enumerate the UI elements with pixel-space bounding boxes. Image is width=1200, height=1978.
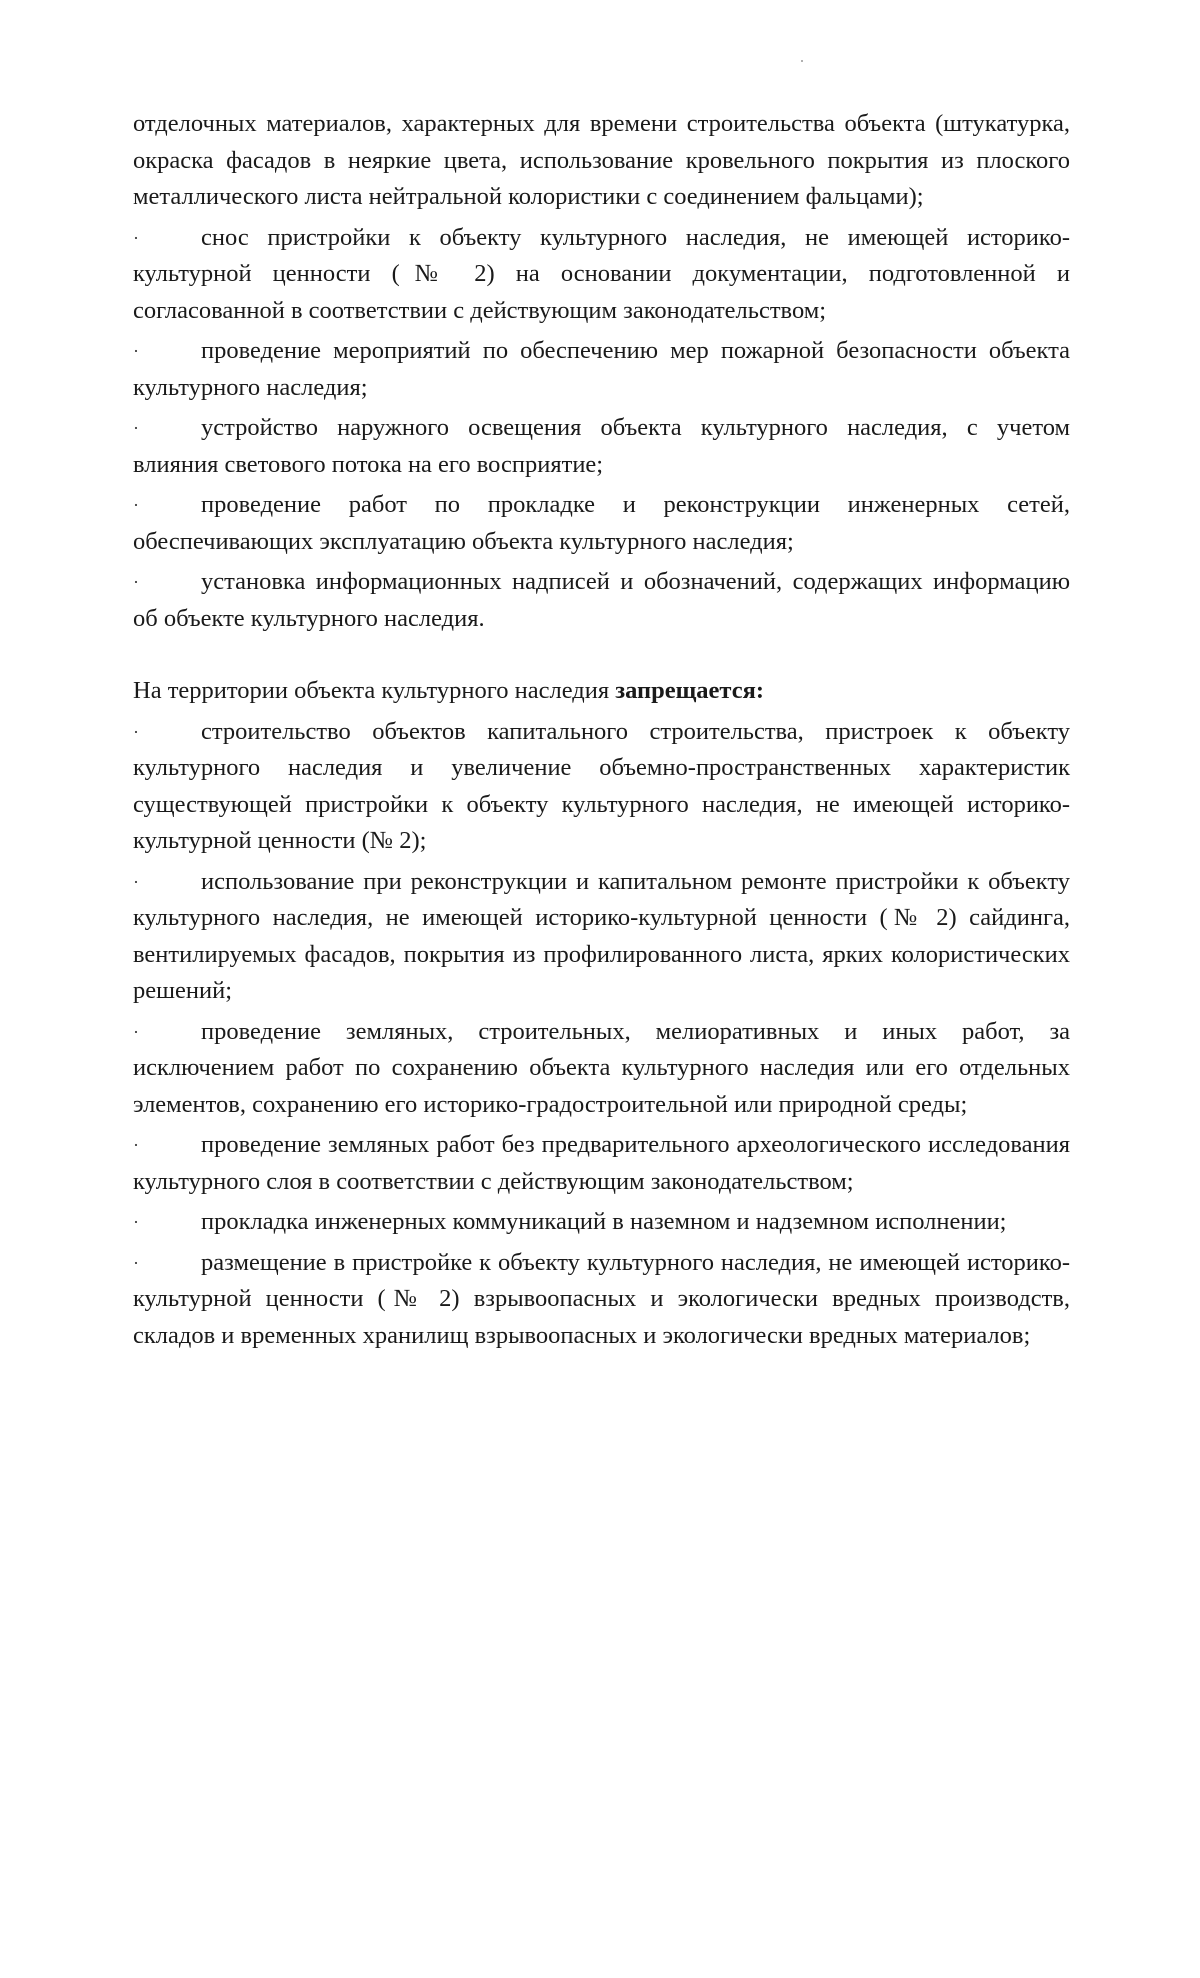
list-item xyxy=(133,1204,1070,1241)
bullet: · xyxy=(133,721,139,742)
list-item-text: снос пристройки к объекту культурного наследия, не имеющей историко-культурной ценности (№ 2) на основании документации, подготовленной и согласованной в соответствии с действующим законодательством; xyxy=(133,223,1070,324)
list-item-text: использование при реконструкции и капитальном ремонте пристройки к объекту культурного наследия, не имеющей историко-культурной ценности (№ 2) сайдинга, вентилируемых фасадов, покрытия из профилированного листа, ярких колористических решений; xyxy=(133,867,1070,1004)
list-item-text: прокладка инженерных коммуникаций в наземном и надземном исполнении; xyxy=(201,1208,1007,1235)
bullet: · xyxy=(133,1252,139,1273)
list-item-text: устройство наружного освещения объекта культурного наследия, с учетом влияния светового потока на его восприятие; xyxy=(133,414,1070,478)
list-item xyxy=(133,333,1070,406)
prohibited-heading xyxy=(133,673,1070,710)
list-item-text: проведение земляных, строительных, мелиоративных и иных работ, за исключением работ по сохранению объекта культурного наследия или его отдельных элементов, сохранению его историко-градостроительной или природной среды; xyxy=(133,1017,1070,1118)
list-item-text: проведение работ по прокладке и реконструкции инженерных сетей, обеспечивающих эксплуатацию объекта культурного наследия; xyxy=(133,491,1070,555)
bullet: · xyxy=(133,1135,139,1155)
allowed-list xyxy=(133,220,1070,638)
bullet: · xyxy=(133,1021,139,1042)
list-item-text: строительство объектов капитального строительства, пристроек к объекту культурного наследия и увеличение объемно-пространственных характеристик существующей пристройки к объекту культурного наследия, не имеющей историко-культурной ценности (№ 2); xyxy=(133,717,1070,854)
list-item xyxy=(133,487,1070,560)
document-body xyxy=(133,106,1070,1358)
list-item-text: установка информационных надписей и обозначений, содержащих информацию об объекте культурного наследия. xyxy=(133,568,1070,632)
bullet: · xyxy=(133,418,139,438)
bullet: · xyxy=(133,871,139,892)
list-item xyxy=(133,564,1070,637)
bullet: · xyxy=(133,341,139,361)
bullet: · xyxy=(133,227,139,248)
heading-emphasis: запрещается: xyxy=(615,677,765,704)
list-item xyxy=(133,1127,1070,1200)
list-item xyxy=(133,220,1070,330)
continuation-paragraph: отделочных материалов, характерных для времени строительства объекта (штукатурка, окраска фасадов в неяркие цвета, использование кровельного покрытия из плоского металлического листа нейтральной колористики с соединением фальцами); xyxy=(133,110,1070,210)
bullet: · xyxy=(133,572,139,592)
bullet: · xyxy=(133,1212,139,1232)
list-item-text: проведение мероприятий по обеспечению мер пожарной безопасности объекта культурного наследия; xyxy=(133,337,1070,401)
list-item xyxy=(133,714,1070,860)
list-item xyxy=(133,410,1070,483)
list-item xyxy=(133,1014,1070,1124)
list-item xyxy=(133,1245,1070,1355)
prohibited-list xyxy=(133,714,1070,1355)
list-item xyxy=(133,864,1070,1010)
list-item-text: размещение в пристройке к объекту культурного наследия, не имеющей историко-культурной ценности (№ 2) взрывоопасных и экологически вредных производств, складов и временных хранилищ взрывоопасных и экологически вредных материалов; xyxy=(133,1248,1070,1349)
scan-speck xyxy=(801,60,803,62)
heading-text: На территории объекта культурного наследия xyxy=(133,677,616,704)
bullet: · xyxy=(133,495,139,515)
list-item-text: проведение земляных работ без предварительного археологического исследования культурного слоя в соответствии с действующим законодательством; xyxy=(133,1131,1070,1195)
